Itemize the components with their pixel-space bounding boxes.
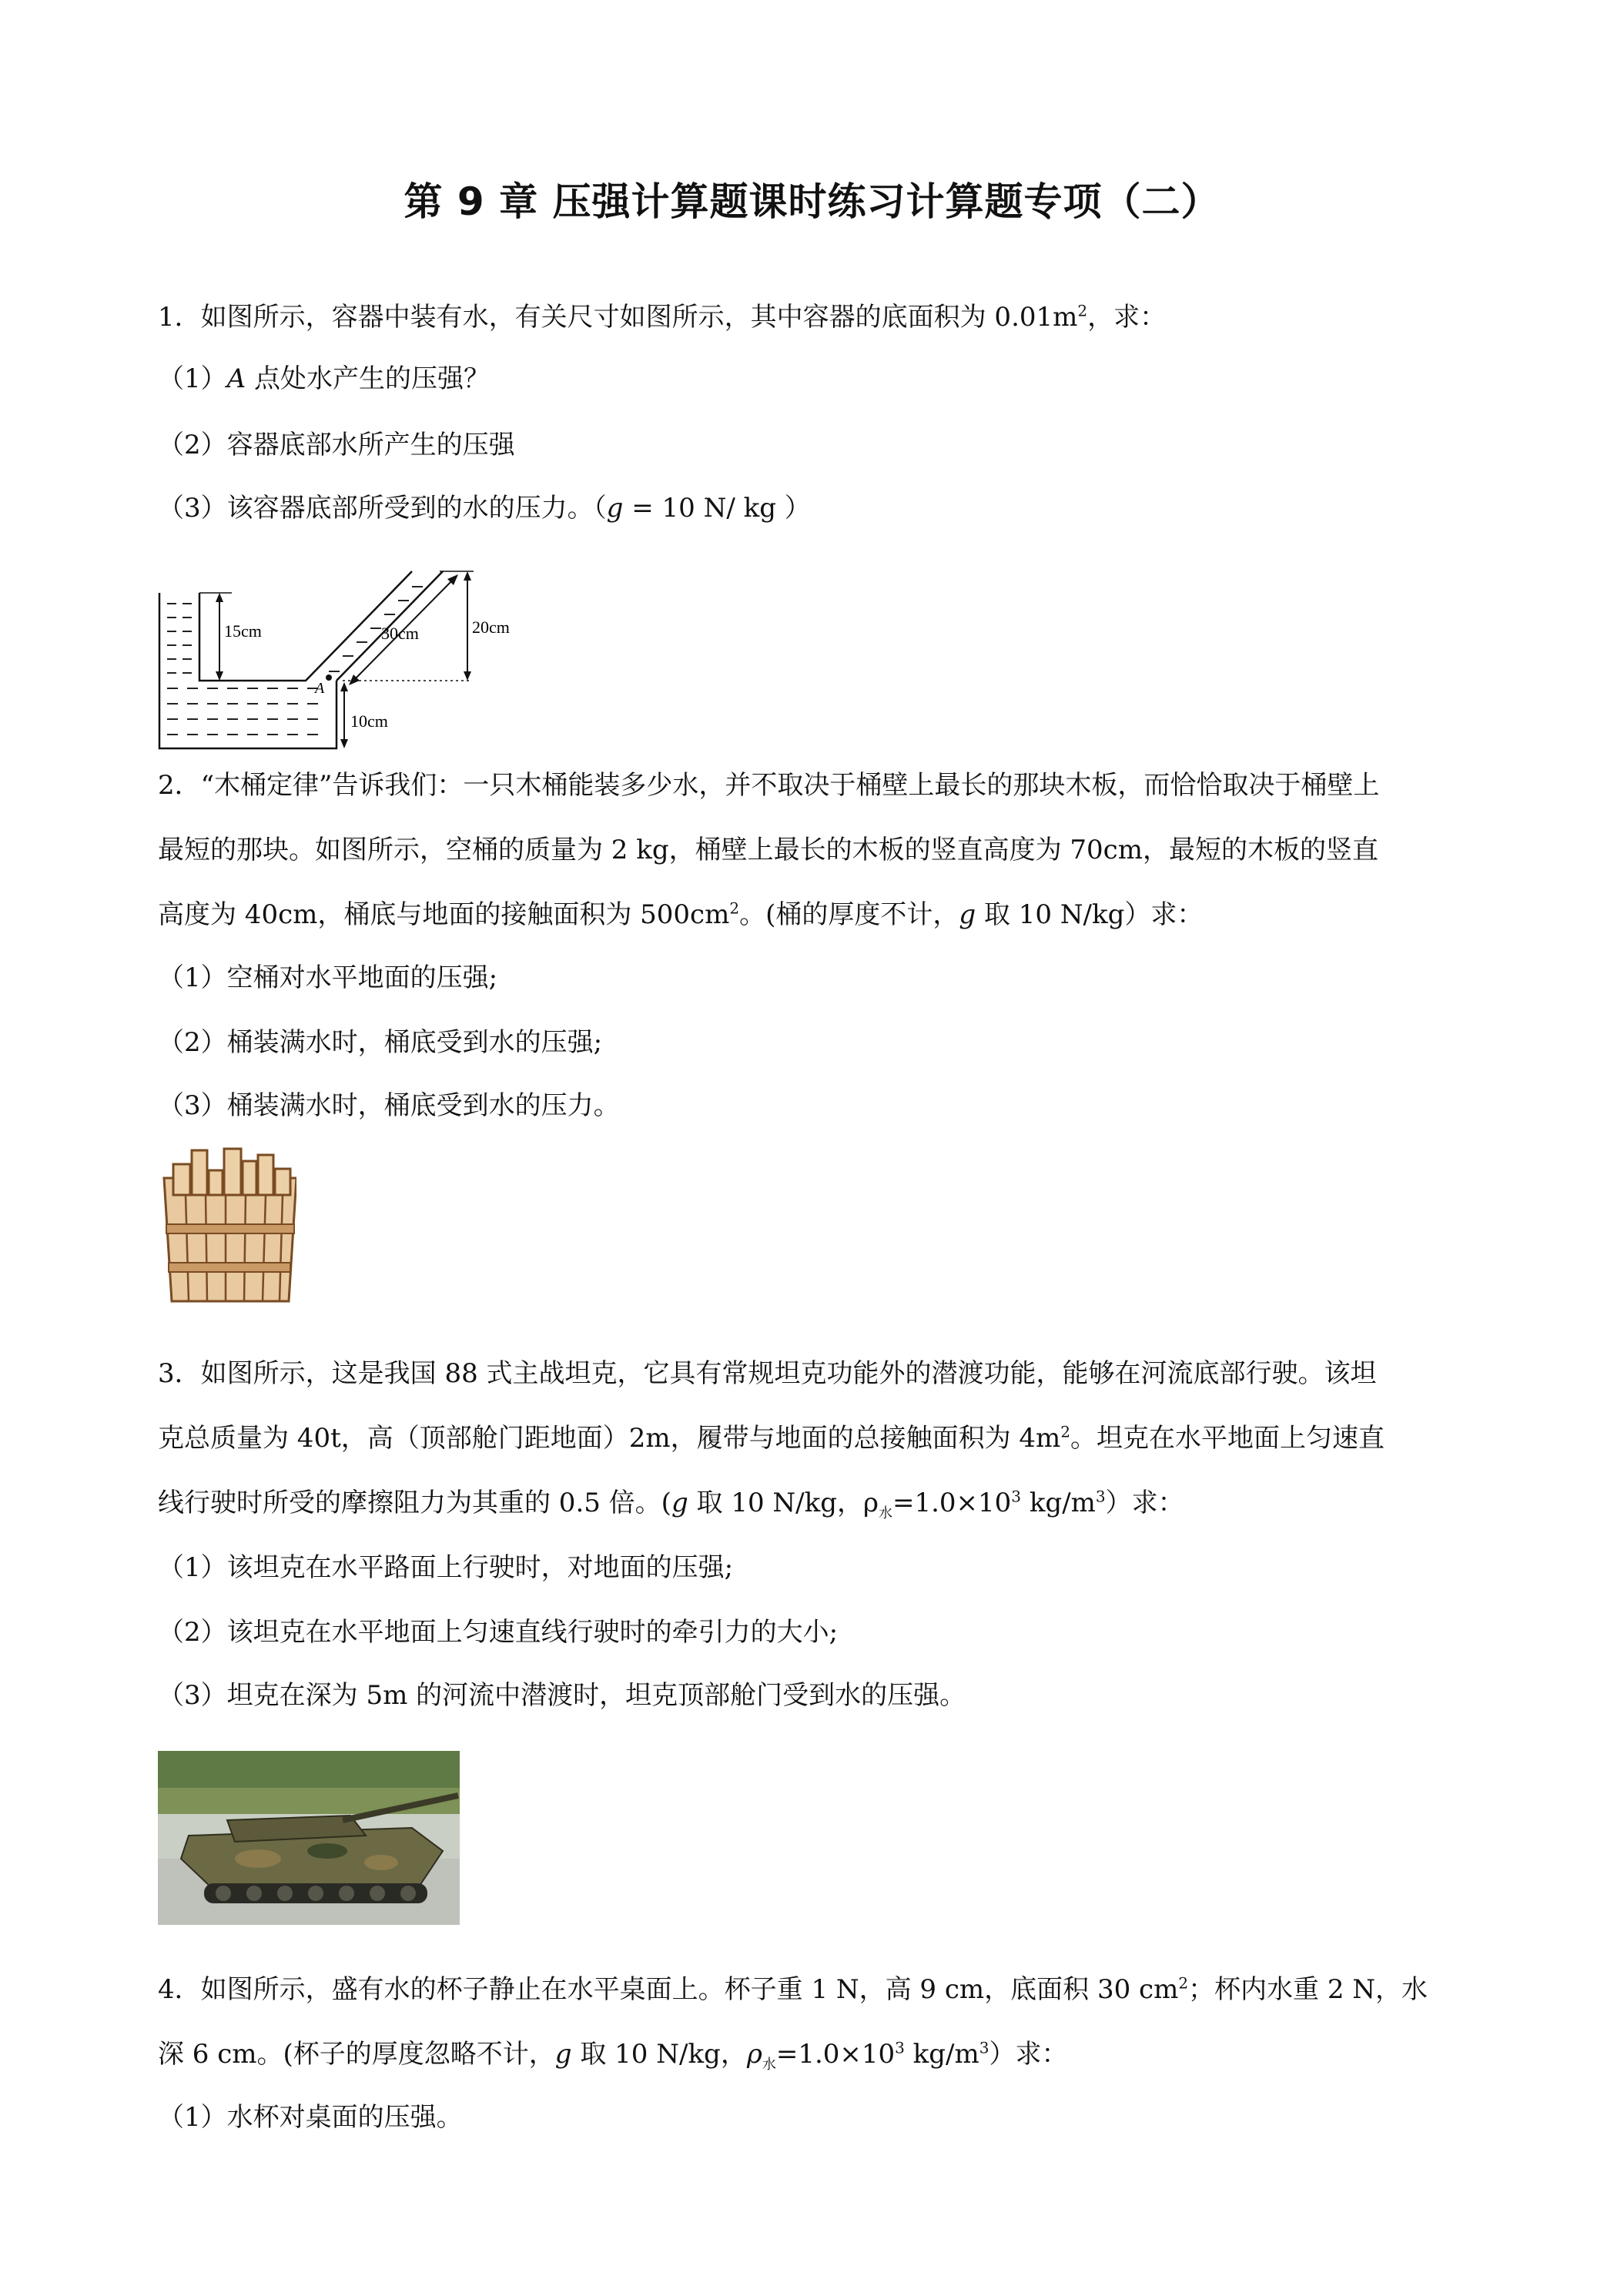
q3-sub1: （1）该坦克在水平路面上行驶时，对地面的压强; — [158, 1552, 734, 1583]
q4-sub1: （1）水杯对桌面的压强。 — [158, 2102, 463, 2133]
q2-wooden-bucket-image — [158, 1147, 296, 1305]
q3-line3: 线行驶时所受的摩擦阻力为其重的 0.5 倍。(g 取 10 N/kg，$\rho_水=1.0\times 10^3$ $kg/m^3$）求： — [158, 1487, 1184, 1521]
label-20cm: 20cm — [472, 618, 510, 637]
q1-sub1: （1）A 点处水产生的压强？ — [158, 363, 491, 394]
q3-sub2: （2）该坦克在水平地面上匀速直线行驶时的牵引力的大小; — [158, 1617, 839, 1648]
q1-sub2: （2）容器底部水所产生的压强 — [158, 430, 515, 460]
q2-line3: 高度为 40cm，桶底与地面的接触面积为 $500cm^2$。(桶的厚度不计，g 取 10 N/kg）求： — [158, 899, 1204, 930]
q4-line1: 4．如图所示，盛有水的杯子静止在水平桌面上。杯子重 1 N，高 9 cm，底面积 30 $cm^2$；杯内水重 2 N，水 — [158, 1973, 1428, 2005]
page-title: 第 9 章 压强计算题课时练习计算题专项（二） — [403, 179, 1221, 224]
q1-sub3: （3）该容器底部所受到的水的压力。（g = 10 N/ kg ） — [158, 493, 811, 524]
q1-container-diagram — [158, 556, 512, 752]
label-10cm: 10cm — [350, 711, 388, 731]
q3-line1: 3．如图所示，这是我国 88 式主战坦克，它具有常规坦克功能外的潜渡功能，能够在河流底部行驶。该坦 — [158, 1358, 1377, 1389]
q3-sub3: （3）坦克在深为 5m 的河流中潜渡时，坦克顶部舱门受到水的压强。 — [158, 1680, 966, 1711]
label-15cm: 15cm — [224, 621, 262, 641]
q2-sub2: （2）桶装满水时，桶底受到水的压强; — [158, 1027, 603, 1058]
q2-line1: 2．“木桶定律”告诉我们：一只木桶能装多少水，并不取决于桶壁上最长的那块木板，而恰恰取决于桶壁上 — [158, 770, 1380, 801]
label-30cm: 30cm — [381, 624, 419, 643]
q4-line2: 深 6 cm。(杯子的厚度忽略不计，g 取 10 N/kg，$\rho_水=1.0\times 10^3$ $kg/m^3$）求： — [158, 2038, 1068, 2073]
q2-sub1: （1）空桶对水平地面的压强; — [158, 962, 498, 993]
q1-stem: 1．如图所示，容器中装有水，有关尺寸如图所示，其中容器的底面积为 $0.01m^2$，求： — [158, 301, 1167, 333]
q2-line2: 最短的那块。如图所示，空桶的质量为 2 kg，桶壁上最长的木板的竖直高度为 70cm，最短的木板的竖直 — [158, 835, 1378, 865]
q2-sub3: （3）桶装满水时，桶底受到水的压力。 — [158, 1090, 620, 1121]
q3-tank-photo — [158, 1751, 460, 1925]
label-point-A: A — [315, 680, 325, 697]
q3-line2: 克总质量为 40t，高（顶部舱门距地面）2m，履带与地面的总接触面积为 $4m^2$。坦克在水平地面上匀速直 — [158, 1422, 1385, 1454]
